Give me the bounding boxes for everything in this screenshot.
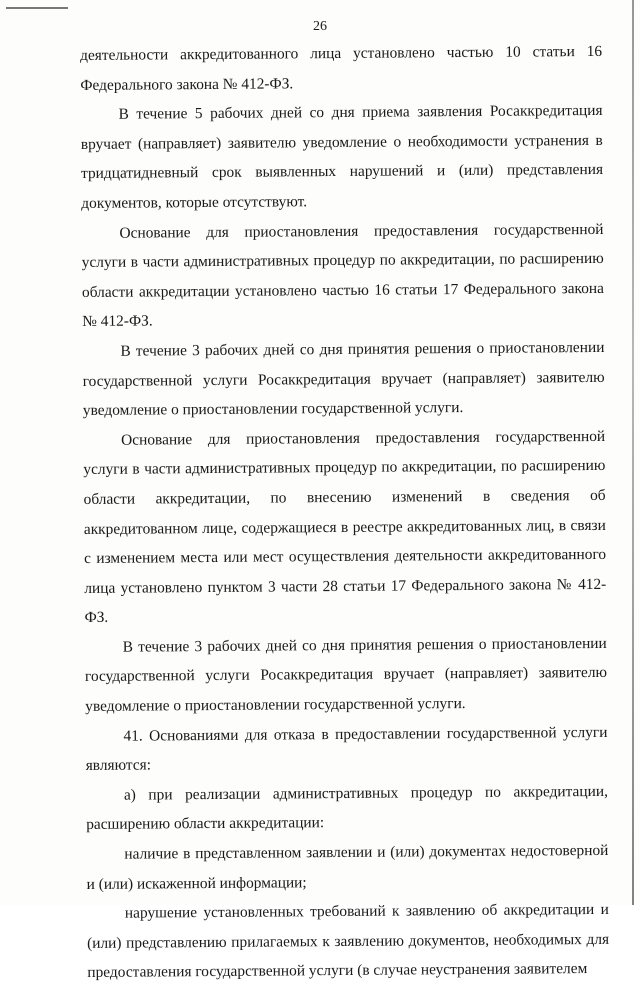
paragraph-continuation: деятельности аккредитованного лица установлено частью 10 статьи 16 Федерального закона № 412-ФЗ. xyxy=(80,42,603,94)
paragraph-clause-41: 41. Основаниями для отказа в предоставлении государственной услуги являются: xyxy=(85,723,608,775)
paragraph: В течение 3 рабочих дней со дня принятия решения о приостановлении государственной услуги Росаккредитация вручает (направляет) заявителю уведомление о приостановлении государственной услуги. xyxy=(84,634,608,716)
scan-artifact-top xyxy=(6,7,68,9)
scan-edge-right xyxy=(632,0,634,905)
paragraph-subclause-a: а) при реализации административных процедур по аккредитации, расширению области аккредитации: xyxy=(86,782,608,834)
paragraph: Основание для приостановления предоставления государственной услуги в части административных процедур по аккредитации, по расширению области аккредитации установлено частью 16 статьи 17 Федерального закона № 412-ФЗ. xyxy=(81,220,605,331)
paragraph: нарушение установленных требований к заявлению об аккредитации и (или) представлению прилагаемых к заявлению документов, необходимых для предоставления государственной услуги (в случае неустранения заявителем xyxy=(87,901,610,982)
paragraph: В течение 5 рабочих дней со дня приема заявления Росаккредитация вручает (направляет) заявителю уведомление о необходимости устранения в тридцатидневный срок выявленных нарушений и (или) представления документов, которые отсутствуют. xyxy=(80,102,604,212)
paragraph: Основание для приостановления предоставления государственной услуги в части административных процедур по аккредитации, по расширению области аккредитации, по внесению изменений в сведения об аккредитованном лице, содержащиеся в реестре аккредитованных лиц, в связи с изменением места или мест осуществления деятельности аккредитованного лица установлено пунктом 3 части 28 статьи 17 Федерального закона № 412-ФЗ. xyxy=(83,427,607,627)
paragraph: наличие в представленном заявлении и (или) документах недостоверной и (или) искаженной информации; xyxy=(86,841,609,893)
paragraph: В течение 3 рабочих дней со дня принятия решения о приостановлении государственной услуги Росаккредитация вручает (направляет) заявителю уведомление о приостановлении государственной услуги. xyxy=(82,338,605,420)
document-body xyxy=(80,37,609,988)
page-number: 26 xyxy=(313,19,327,34)
